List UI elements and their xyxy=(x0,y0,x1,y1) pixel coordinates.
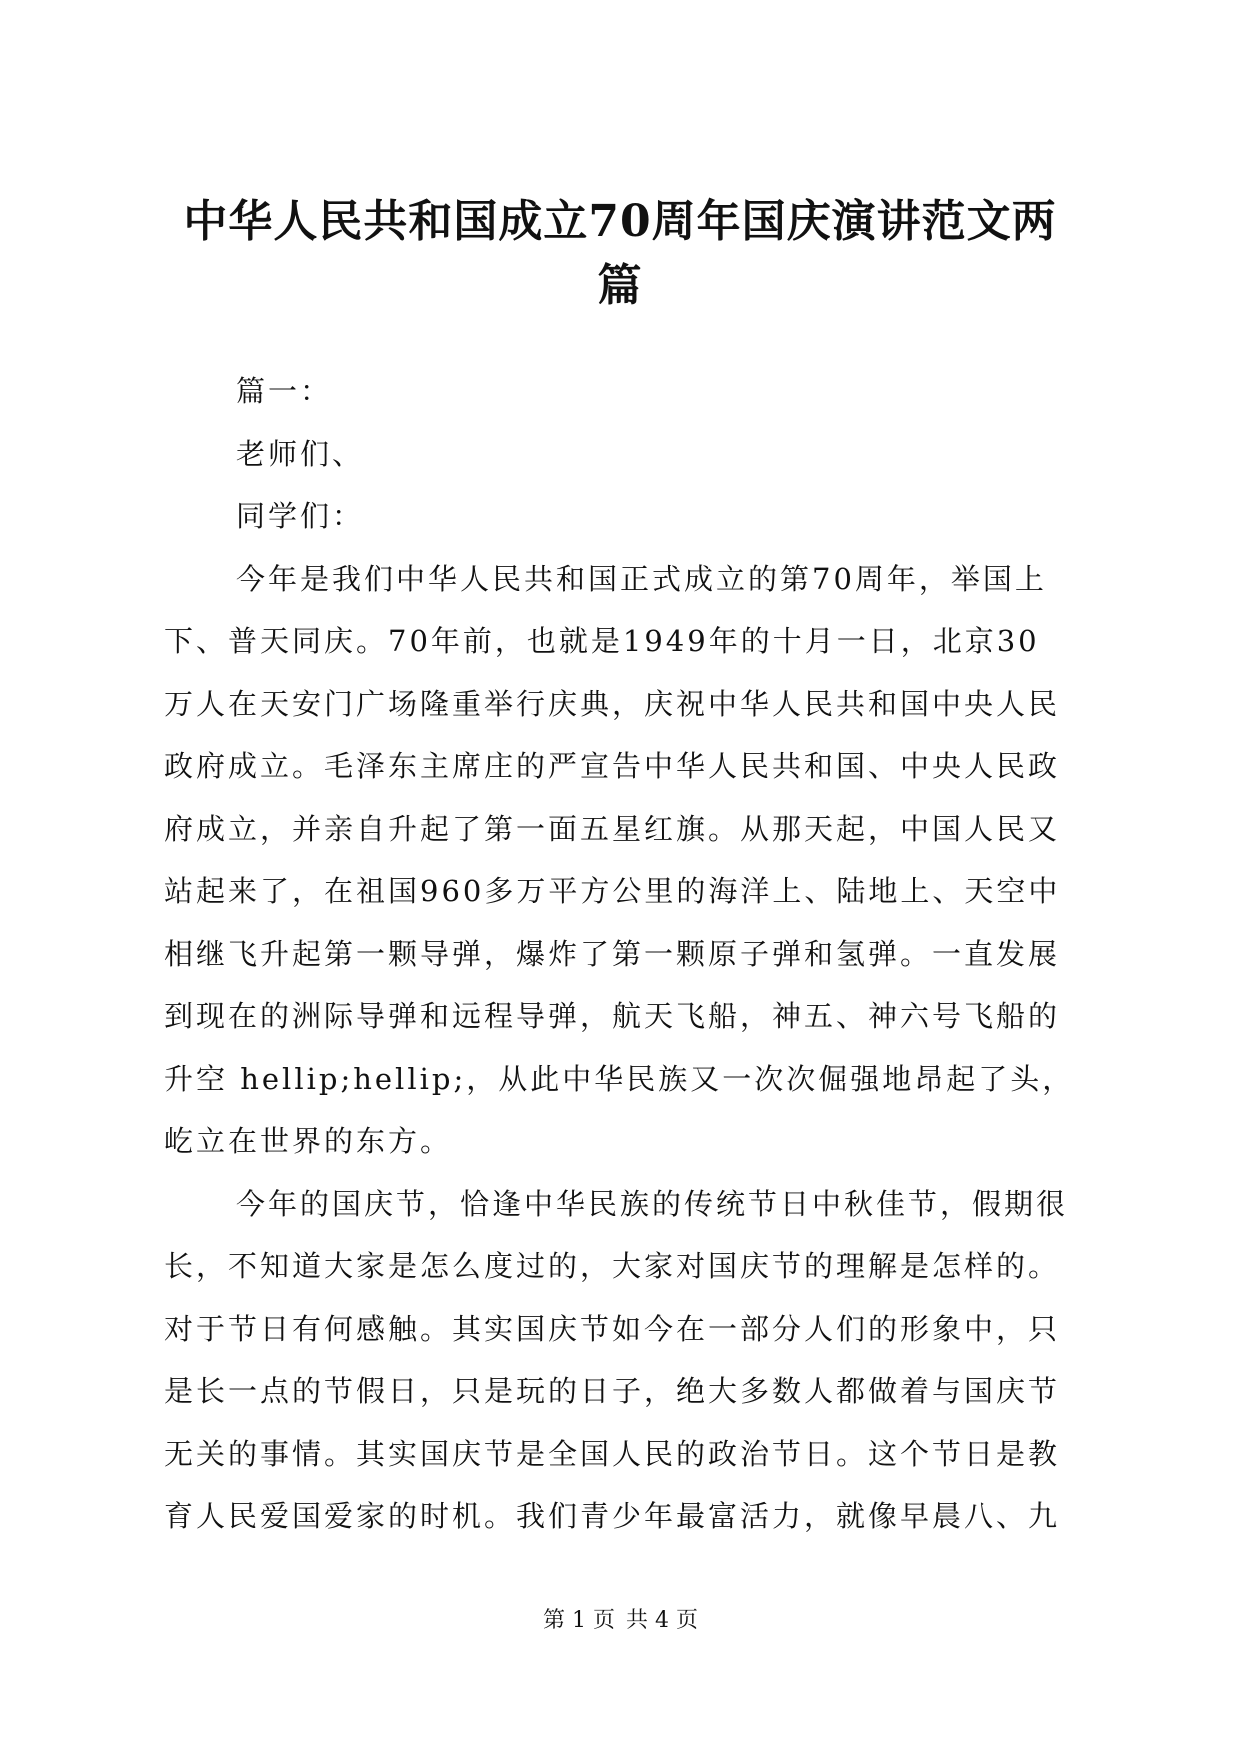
page-footer xyxy=(0,1606,1241,1636)
body-text-line: 今年是我们中华人民共和国正式成立的第70周年，举国上 xyxy=(236,561,1047,596)
body-text-line: 站起来了，在祖国960多万平方公里的海洋上、陆地上、天空中 xyxy=(164,874,1061,908)
page-total: 共 4 页 xyxy=(626,1608,698,1633)
body-text-line: 下、普天同庆。70年前，也就是1949年的十月一日，北京30 xyxy=(164,624,1040,658)
body-text-line: 政府成立。毛泽东主席庄的严宣告中华人民共和国、中央人民政 xyxy=(164,749,1061,783)
body-text-line: 到现在的洲际导弹和远程导弹，航天飞船，神五、神六号飞船的 xyxy=(164,999,1061,1033)
body-text-line: 老师们、 xyxy=(236,436,365,471)
document-body xyxy=(164,360,1076,1548)
body-text-line: 对于节日有何感触。其实国庆节如今在一部分人们的形象中，只 xyxy=(164,1311,1061,1346)
body-text-line: 万人在天安门广场隆重举行庆典，庆祝中华人民共和国中央人民 xyxy=(164,686,1061,721)
body-text-line: 屹立在世界的东方。 xyxy=(164,1124,453,1158)
title-line-1: 中华人民共和国成立70周年国庆演讲范文两 xyxy=(183,196,1057,247)
document-title xyxy=(160,190,1080,318)
body-text-line: 府成立，并亲自升起了第一面五星红旗。从那天起，中国人民又 xyxy=(164,811,1061,846)
body-text-line: 相继飞升起第一颗导弹，爆炸了第一颗原子弹和氢弹。一直发展 xyxy=(164,936,1061,971)
body-text-line: 无关的事情。其实国庆节是全国人民的政治节日。这个节日是教 xyxy=(164,1436,1061,1471)
body-text-line: 长，不知道大家是怎么度过的，大家对国庆节的理解是怎样的。 xyxy=(164,1249,1061,1283)
body-text-line: 今年的国庆节，恰逢中华民族的传统节日中秋佳节，假期很 xyxy=(236,1186,1069,1221)
title-line-2: 篇 xyxy=(597,260,643,311)
body-text-line: 育人民爱国爱家的时机。我们青少年最富活力，就像早晨八、九 xyxy=(164,1499,1061,1533)
page-number: 第 1 页 xyxy=(543,1608,615,1633)
body-text-line: 同学们： xyxy=(236,499,365,533)
body-text-line: 升空 hellip;hellip;，从此中华民族又一次次倔强地昂起了头， xyxy=(164,1061,1075,1096)
body-text-line: 篇一： xyxy=(236,374,333,408)
body-text-line: 是长一点的节假日，只是玩的日子，绝大多数人都做着与国庆节 xyxy=(164,1374,1061,1408)
